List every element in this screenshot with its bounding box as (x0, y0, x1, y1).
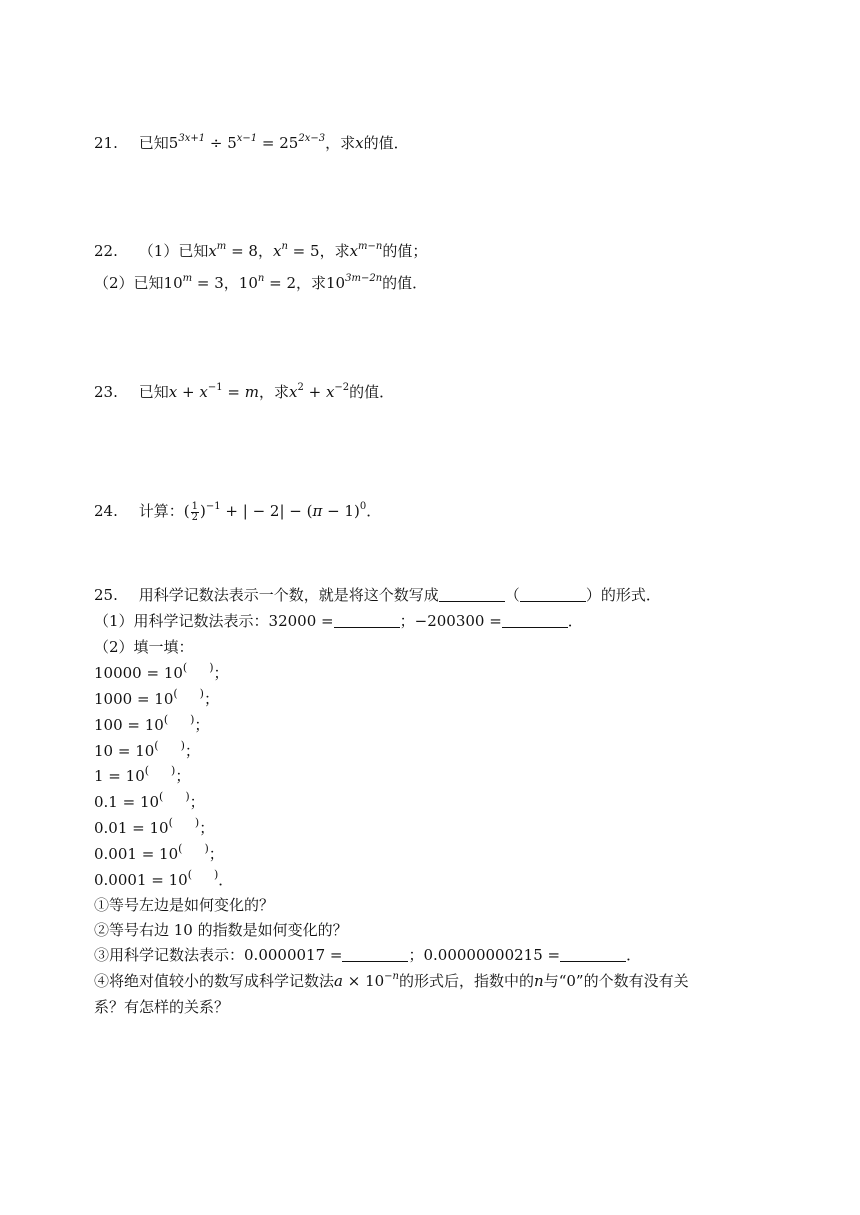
question-22-part-1: 22. （1）已知$x^m = 8$，$x^n = 5$，求$x^{m-n}$的值； (94, 241, 428, 260)
fill-row: 1 = 10( )； (94, 764, 191, 785)
equation-21: $5^{3x+1} \div 5^{x-1} = 25^{2x-3}$ (168, 133, 326, 152)
answer-blank[interactable] (439, 587, 505, 602)
answer-blank[interactable] (520, 587, 586, 602)
question-22-part-2: （2）已知$10^m = 3$，$10^n = 2$，求$10^{3m-2n}$的值． (94, 273, 428, 292)
fill-row: 0.0001 = 10( )． (94, 868, 234, 889)
question-25-intro: 25. 用科学记数法表示一个数，就是将这个数写成 （ ）的形式． (94, 586, 661, 604)
fill-row: 10000 = 10( )； (94, 661, 229, 682)
fill-row: 1000 = 10( )； (94, 687, 219, 708)
question-24: 24. 计算：( $\frac{1}{2}$ )$^{-1}$ + | − $2| - (\pi - 1)^0$． (94, 500, 382, 523)
fill-row: 100 = 10( )； (94, 713, 210, 734)
expression-24: ( $\frac{1}{2}$ )$^{-1}$ + | − $2| - (\pi - 1)^0$ (183, 500, 367, 523)
answer-blank[interactable] (342, 947, 408, 962)
question-25-part-1: （1）用科学记数法表示：32000 = ；−200300 = ． (94, 612, 583, 630)
question-25-part-2: （2）填一填： (94, 638, 194, 656)
answer-blank[interactable] (334, 613, 400, 628)
question-number: 24. (94, 502, 118, 520)
question-number: 25. (94, 586, 118, 604)
equation-23: $x + x^{-1} = m$ (168, 382, 259, 401)
sub-question-2: ②等号右边 10 的指数是如何变化的？ (94, 921, 348, 939)
question-number: 22. (94, 242, 118, 260)
answer-blank[interactable] (502, 613, 568, 628)
question-number: 21. (94, 134, 118, 152)
question-21: 21. 已知$5^{3x+1} \div 5^{x-1} = 25^{2x-3}$，求x的值． (94, 133, 409, 152)
equation-22-2: $10^m = 3$ (163, 273, 224, 292)
fill-row: 10 = 10( )； (94, 739, 200, 760)
equation-22-1: $x^m = 8$ (208, 241, 258, 260)
fill-row: 0.001 = 10( )； (94, 842, 224, 863)
sub-question-1: ①等号左边是如何变化的？ (94, 896, 275, 914)
fill-row: 0.01 = 10( )； (94, 816, 215, 837)
sub-question-4-cont: 系？有怎样的关系？ (94, 998, 230, 1016)
sub-question-3: ③用科学记数法表示：0.0000017 = ；0.00000000215 = ． (94, 946, 642, 964)
question-23: 23. 已知$x + x^{-1} = m$，求$x^2 + x^{-2}$的值． (94, 382, 395, 401)
question-number: 23. (94, 383, 118, 401)
question-text: 已知 (138, 134, 169, 152)
fill-row: 0.1 = 10( )； (94, 790, 205, 811)
answer-blank[interactable] (560, 947, 626, 962)
sub-question-4: ④将绝对值较小的数写成科学记数法$a \times 10^{-n}$的形式后，指数中的n与“0”的个数有没有关 (94, 971, 689, 990)
